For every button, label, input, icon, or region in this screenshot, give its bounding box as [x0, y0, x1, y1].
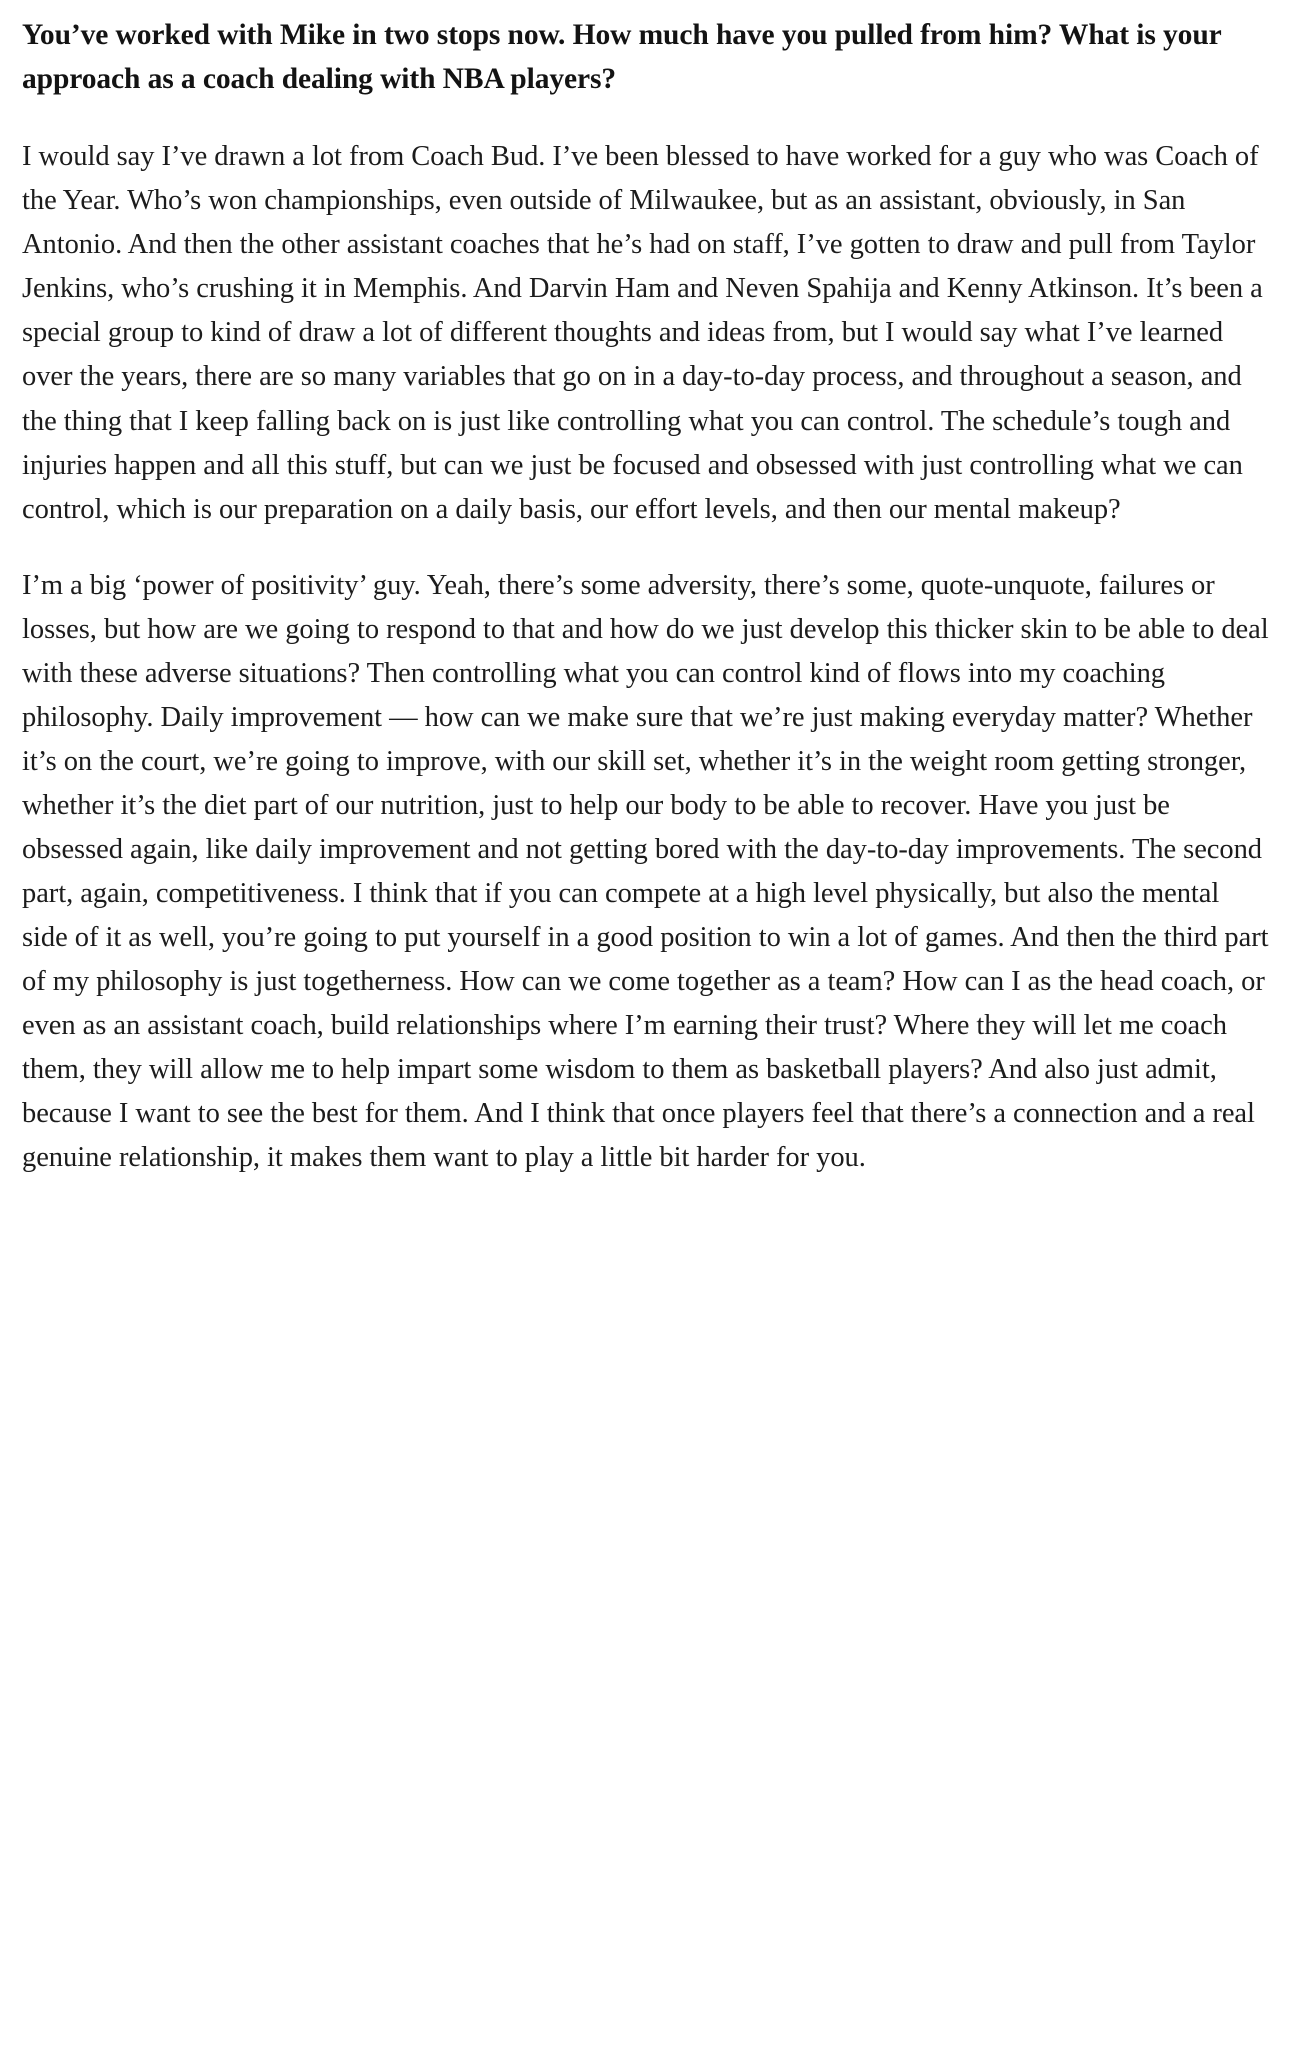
interview-question: You’ve worked with Mike in two stops now. How much have you pulled from him? What is your approach as a coach dealing with NBA players? [22, 19, 1222, 95]
answer-paragraph-1: I would say I’ve drawn a lot from Coach Bud. I’ve been blessed to have worked for a guy who was Coach of the Year. Who’s won championships, even outside of Milwaukee, but as an assistant, obviously, in San Antonio. And then the other assistant coaches that he’s had on staff, I’ve gotten to draw and pull from Taylor Jenkins, who’s crushing it in Memphis. And Darvin Ham and Neven Spahija and Kenny Atkinson. It’s been a special group to kind of draw a lot of different thoughts and ideas from, but I would say what I’ve learned over the years, there are so many variables that go on in a day-to-day process, and throughout a season, and the thing that I keep falling back on is just like controlling what you can control. The schedule’s tough and injuries happen and all this stuff, but can we just be focused and obsessed with just controlling what we can control, which is our preparation on a daily basis, our effort levels, and then our mental makeup? [22, 141, 1263, 525]
answer-paragraph-2: I’m a big ‘power of positivity’ guy. Yeah, there’s some adversity, there’s some, quote-unquote, failures or losses, but how are we going to respond to that and how do we just develop this thicker skin to be able to deal with these adverse situations? Then controlling what you can control kind of flows into my coaching philosophy. Daily improvement — how can we make sure that we’re just making everyday matter? Whether it’s on the court, we’re going to improve, with our skill set, whether it’s in the weight room getting stronger, whether it’s the diet part of our nutrition, just to help our body to be able to recover. Have you just be obsessed again, like daily improvement and not getting bored with the day-to-day improvements. The second part, again, competitiveness. I think that if you can compete at a high level physically, but also the mental side of it as well, you’re going to put yourself in a good position to win a lot of games. And then the third part of my philosophy is just togetherness. How can we come together as a team? How can I as the head coach, or even as an assistant coach, build relationships where I’m earning their trust? Where they will let me coach them, they will allow me to help impart some wisdom to them as basketball players? And also just admit, because I want to see the best for them. And I think that once players feel that there’s a connection and a real genuine relationship, it makes them want to play a little bit harder for you. [22, 569, 1269, 1173]
